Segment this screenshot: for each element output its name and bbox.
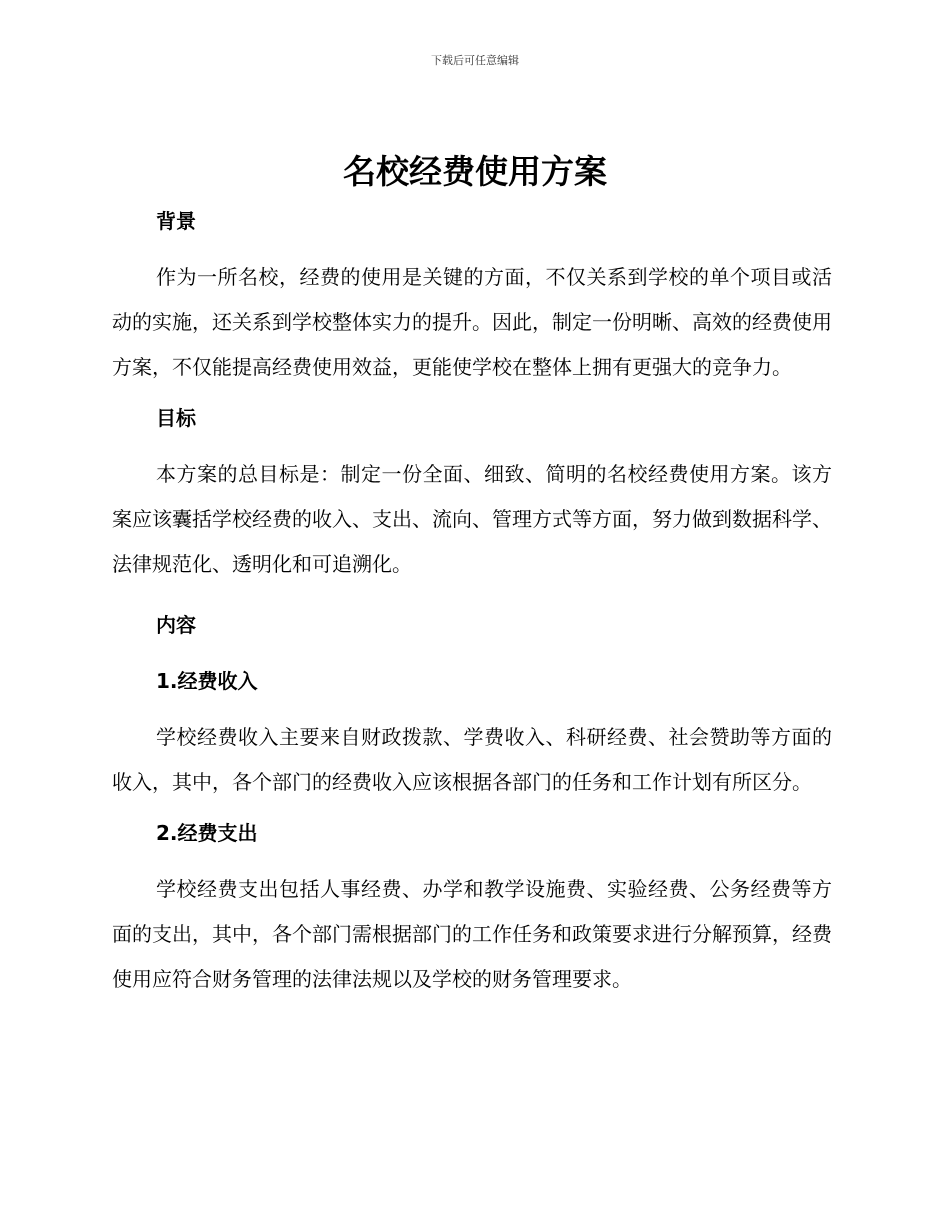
document-title: 名校经费使用方案: [343, 152, 607, 191]
section-heading-background: 背景: [156, 209, 196, 233]
section-paragraph-expense: 学校经费支出包括人事经费、办学和教学设施费、实验经费、公务经费等方面的支出，其中，各个部门需根据部门的工作任务和政策要求进行分解预算，经费使用应符合财务管理的法律法规以及学校的财务管理要求。: [112, 877, 832, 991]
section-heading-expense: 2.经费支出: [156, 821, 258, 845]
document-body: [112, 203, 832, 1002]
section-paragraph-background: 作为一所名校，经费的使用是关键的方面，不仅关系到学校的单个项目或活动的实施，还关系到学校整体实力的提升。因此，制定一份明晰、高效的经费使用方案，不仅能提高经费使用效益，更能使学校在整体上拥有更强大的竞争力。: [112, 265, 832, 379]
section-heading-content: 内容: [156, 613, 196, 637]
section-paragraph-income: 学校经费收入主要来自财政拨款、学费收入、科研经费、社会赞助等方面的收入，其中，各个部门的经费收入应该根据各部门的任务和工作计划有所区分。: [112, 725, 832, 794]
section-paragraph-goal: 本方案的总目标是：制定一份全面、细致、简明的名校经费使用方案。该方案应该囊括学校经费的收入、支出、流向、管理方式等方面，努力做到数据科学、法律规范化、透明化和可追溯化。: [112, 462, 832, 576]
section-heading-income: 1.经费收入: [156, 669, 258, 693]
page-header-note: 下载后可任意编辑: [431, 54, 519, 67]
section-heading-goal: 目标: [156, 406, 196, 430]
